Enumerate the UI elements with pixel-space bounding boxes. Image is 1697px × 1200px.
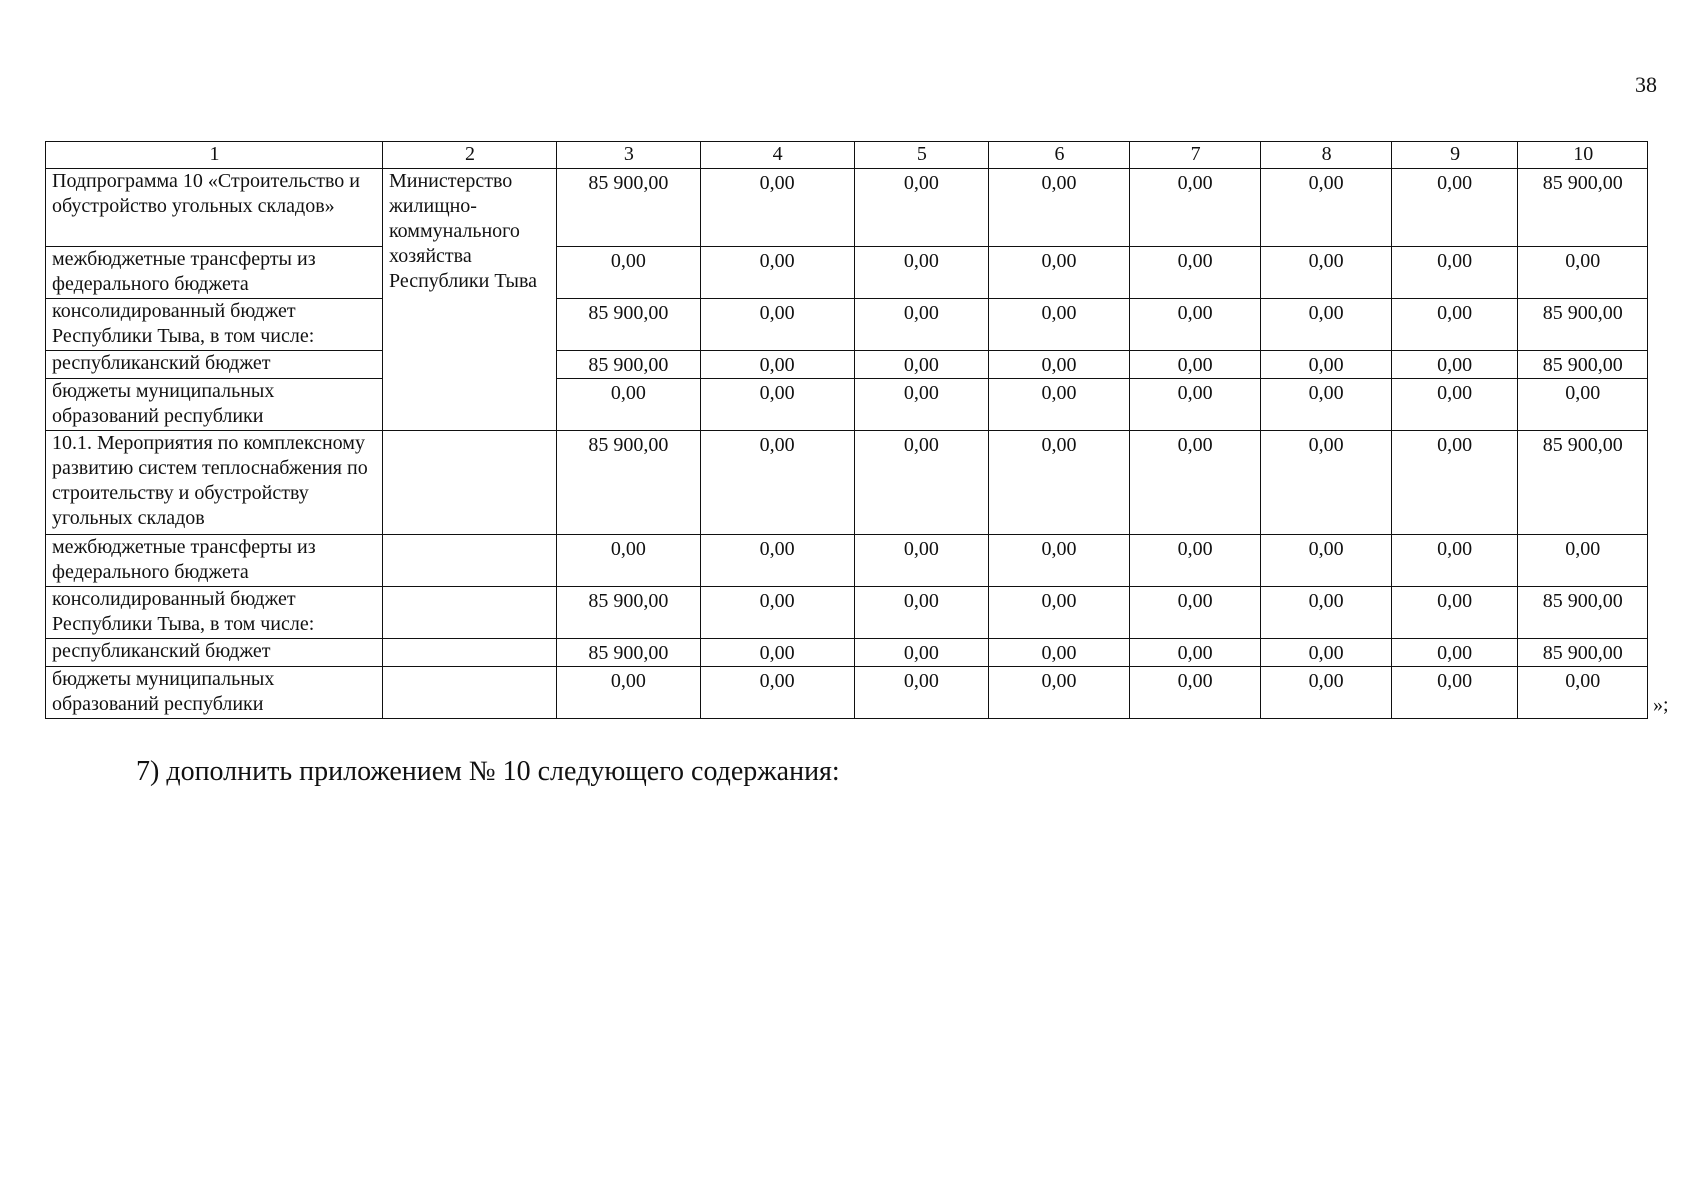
value-cell: 0,00 [700,169,854,247]
value-cell: 0,00 [1261,639,1392,667]
value-cell: 0,00 [854,535,989,587]
value-cell: 0,00 [700,247,854,299]
value-cell: 0,00 [1391,587,1518,639]
value-cell: 0,00 [1261,247,1392,299]
value-cell: 85 900,00 [1518,587,1648,639]
budget-table [45,141,1648,719]
value-cell: 0,00 [557,247,701,299]
value-cell: 0,00 [854,247,989,299]
value-cell: 0,00 [854,379,989,431]
value-cell: 0,00 [1261,351,1392,379]
value-cell: 0,00 [989,247,1130,299]
value-cell: 85 900,00 [557,639,701,667]
value-cell: 0,00 [1261,587,1392,639]
table-row [46,351,1648,379]
row-label: консолидированный бюджет Республики Тыва, в том числе: [46,299,383,351]
value-cell: 0,00 [1129,379,1261,431]
executor-cell [382,667,556,719]
row-label: республиканский бюджет [46,351,383,379]
executor-cell [382,535,556,587]
value-cell: 0,00 [1261,535,1392,587]
value-cell: 0,00 [1518,379,1648,431]
value-cell: 0,00 [854,587,989,639]
column-header: 8 [1261,142,1392,169]
value-cell: 85 900,00 [557,587,701,639]
executor-cell [382,587,556,639]
value-cell: 0,00 [700,587,854,639]
row-label: 10.1. Мероприятия по комплексному развитию систем теплоснабжения по строительству и обустройству угольных складов [46,431,383,535]
value-cell: 0,00 [989,667,1130,719]
value-cell: 0,00 [989,587,1130,639]
value-cell: 0,00 [700,379,854,431]
value-cell: 0,00 [854,299,989,351]
closing-quote: »; [1653,694,1669,716]
value-cell: 85 900,00 [557,431,701,535]
value-cell: 0,00 [557,535,701,587]
value-cell: 0,00 [1261,379,1392,431]
value-cell: 0,00 [989,379,1130,431]
value-cell: 0,00 [557,667,701,719]
page-number: 38 [1635,72,1657,97]
value-cell: 0,00 [1129,299,1261,351]
value-cell: 0,00 [1129,667,1261,719]
row-label: межбюджетные трансферты из федерального бюджета [46,535,383,587]
row-label: бюджеты муниципальных образований республики [46,667,383,719]
value-cell: 85 900,00 [1518,299,1648,351]
value-cell: 0,00 [1129,639,1261,667]
row-label: республиканский бюджет [46,639,383,667]
executor-cell [382,639,556,667]
value-cell: 0,00 [1391,247,1518,299]
value-cell: 0,00 [1518,667,1648,719]
table-row [46,169,1648,247]
value-cell: 0,00 [1391,431,1518,535]
value-cell: 0,00 [854,639,989,667]
executor-cell: Министерство жилищно-коммунального хозяйства Республики Тыва [382,169,556,431]
value-cell: 0,00 [700,351,854,379]
value-cell: 0,00 [854,169,989,247]
value-cell: 0,00 [1261,667,1392,719]
value-cell: 0,00 [989,351,1130,379]
value-cell: 0,00 [1261,169,1392,247]
value-cell: 0,00 [989,431,1130,535]
value-cell: 85 900,00 [1518,169,1648,247]
value-cell: 0,00 [1129,535,1261,587]
value-cell: 0,00 [989,639,1130,667]
column-header: 3 [557,142,701,169]
value-cell: 0,00 [1391,379,1518,431]
value-cell: 0,00 [1261,431,1392,535]
value-cell: 85 900,00 [1518,431,1648,535]
table-row [46,379,1648,431]
value-cell: 0,00 [1391,535,1518,587]
row-label: межбюджетные трансферты из федерального бюджета [46,247,383,299]
value-cell: 0,00 [1129,587,1261,639]
value-cell: 0,00 [989,299,1130,351]
column-header: 6 [989,142,1130,169]
value-cell: 0,00 [989,535,1130,587]
value-cell: 85 900,00 [1518,639,1648,667]
column-header: 9 [1391,142,1518,169]
value-cell: 0,00 [1518,247,1648,299]
row-label: Подпрограмма 10 «Строительство и обустройство угольных складов» [46,169,383,247]
value-cell: 0,00 [1129,169,1261,247]
value-cell: 0,00 [854,351,989,379]
value-cell: 0,00 [1129,247,1261,299]
value-cell: 0,00 [700,535,854,587]
value-cell: 0,00 [1391,169,1518,247]
executor-cell [382,431,556,535]
table-header-row [46,142,1648,169]
value-cell: 0,00 [989,169,1130,247]
column-header: 5 [854,142,989,169]
column-header: 10 [1518,142,1648,169]
value-cell: 0,00 [1391,639,1518,667]
value-cell: 0,00 [700,299,854,351]
value-cell: 0,00 [700,639,854,667]
column-header: 1 [46,142,383,169]
value-cell: 85 900,00 [1518,351,1648,379]
value-cell: 0,00 [700,667,854,719]
value-cell: 0,00 [1391,299,1518,351]
column-header: 4 [700,142,854,169]
table-row [46,535,1648,587]
value-cell: 0,00 [1391,667,1518,719]
row-label: консолидированный бюджет Республики Тыва, в том числе: [46,587,383,639]
value-cell: 0,00 [557,379,701,431]
table-row [46,639,1648,667]
value-cell: 0,00 [1518,535,1648,587]
value-cell: 0,00 [1129,351,1261,379]
table-row [46,667,1648,719]
table-row [46,587,1648,639]
table-row [46,299,1648,351]
value-cell: 85 900,00 [557,169,701,247]
point-7-text: 7) дополнить приложением № 10 следующего содержания: [136,756,840,787]
value-cell: 0,00 [1261,299,1392,351]
value-cell: 0,00 [700,431,854,535]
value-cell: 0,00 [854,431,989,535]
column-header: 2 [382,142,556,169]
value-cell: 0,00 [1129,431,1261,535]
value-cell: 85 900,00 [557,351,701,379]
table-row [46,431,1648,535]
value-cell: 0,00 [1391,351,1518,379]
value-cell: 0,00 [854,667,989,719]
value-cell: 85 900,00 [557,299,701,351]
column-header: 7 [1129,142,1261,169]
row-label: бюджеты муниципальных образований республики [46,379,383,431]
table-row [46,247,1648,299]
